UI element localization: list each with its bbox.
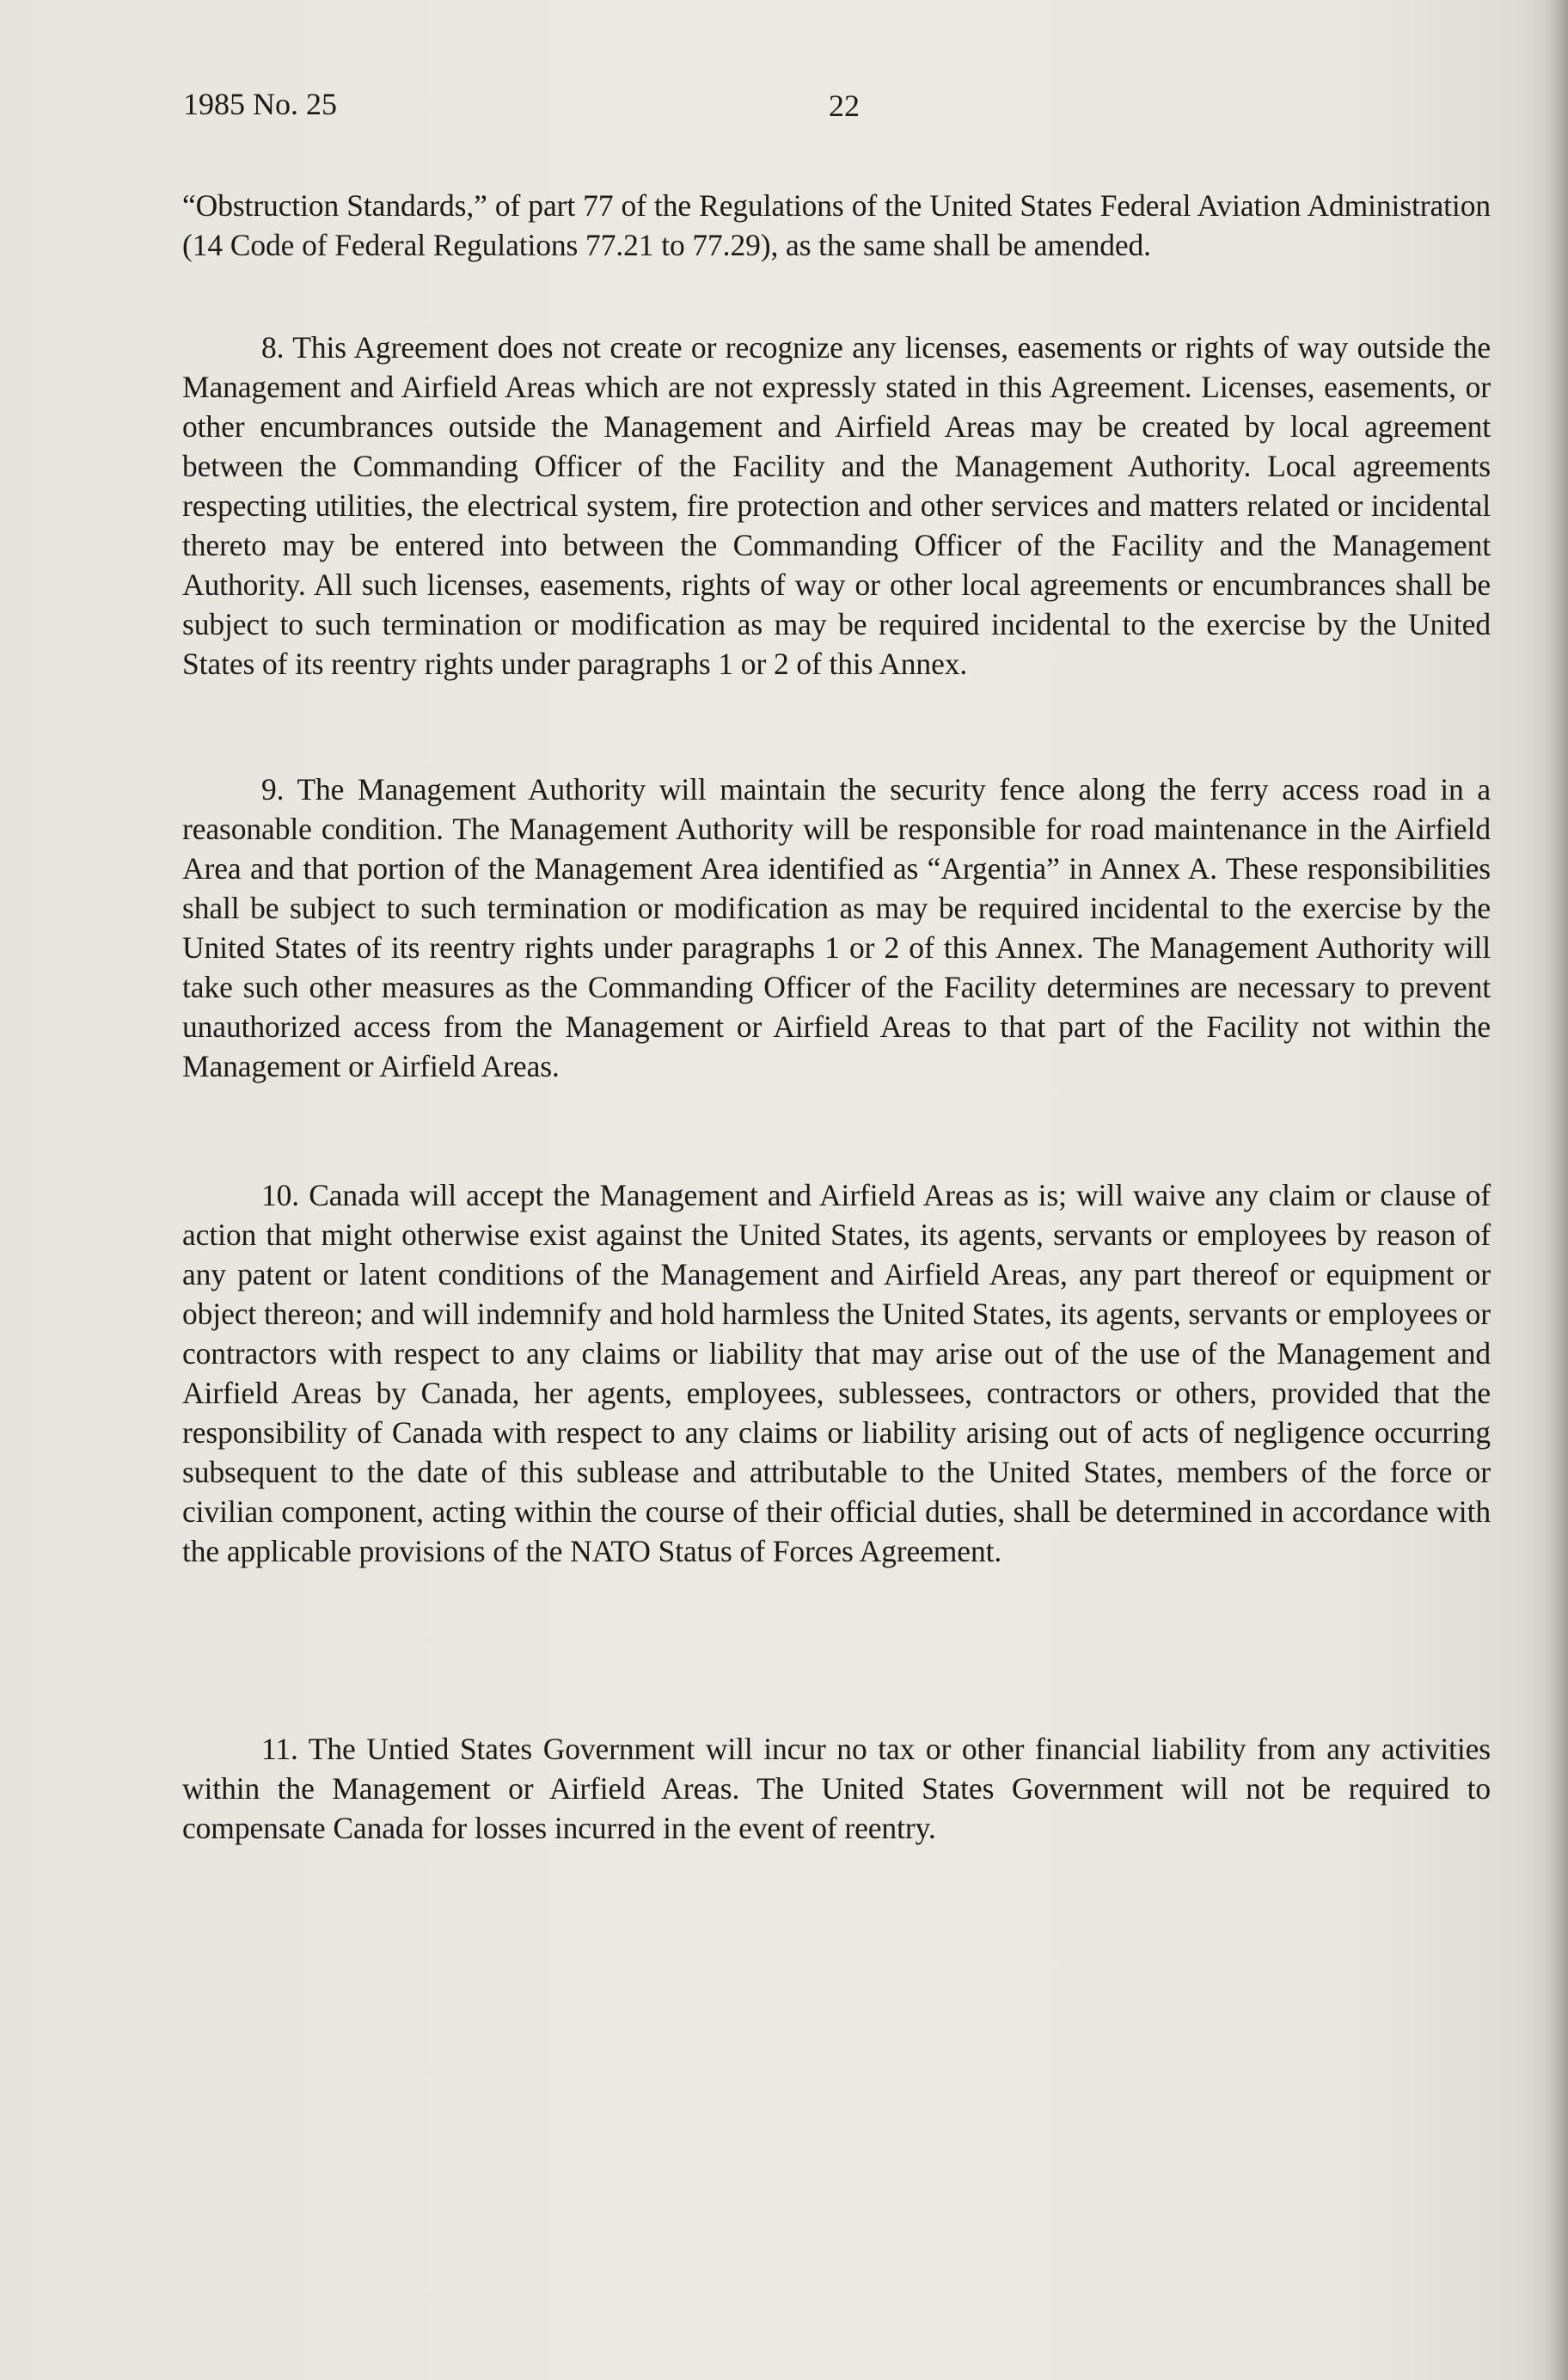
paragraph-9: 9. The Management Authority will maintain the security fence along the ferry access road in a reasonable condition. The Management Authority will be responsible for road maintenance in the Airfield Area and that portion of the Management Area identified as “Argentia” in Annex A. These responsibilities shall be subject to such termination or modification as may be required incidental to the exercise by the United States of its reentry rights under paragraphs 1 or 2 of this Annex. The Management Authority will take such other measures as the Commanding Officer of the Facility determines are necessary to prevent unauthorized access from the Management or Airfield Areas to that part of the Facility not within the Management or Airfield Areas. [182, 772, 1491, 1083]
paragraph-10: 10. Canada will accept the Management and Airfield Areas as is; will waive any claim or clause of action that might otherwise exist against the United States, its agents, servants or employees by reason of any patent or latent conditions of the Management and Airfield Areas, any part thereof or equipment or object thereon; and will indemnify and hold harmless the United States, its agents, servants or employees or contractors with respect to any claims or liability that may arise out of the use of the Management and Airfield Areas by Canada, her agents, employees, sublessees, contractors or others, provided that the responsibility of Canada with respect to any claims or liability arising out of acts of negligence occurring subsequent to the date of this sublease and attributable to the United States, members of the force or civilian component, acting within the course of their official duties, shall be determined in accordance with the applicable provisions of the NATO Status of Forces Agreement. [182, 1178, 1491, 1568]
paragraph-continuation: “Obstruction Standards,” of part 77 of the Regulations of the United States Federal Aviation Administration (14 Code of Federal Regulations 77.21 to 77.29), as the same shall be amended. [182, 188, 1491, 262]
page-header [183, 86, 1490, 138]
paragraph-11: 11. The Untied States Government will incur no tax or other financial liability from any activities within the Management or Airfield Areas. The United States Government will not be required to compensate Canada for losses incurred in the event of reentry. [182, 1732, 1491, 1845]
page-edge-shadow [1546, 0, 1568, 2380]
document-body [182, 186, 1491, 1848]
paragraph-8: 8. This Agreement does not create or recognize any licenses, easements or rights of way outside the Management and Airfield Areas which are not expressly stated in this Agreement. Licenses, easements, or other encumbrances outside the Management and Airfield Areas may be created by local agreement between the Commanding Officer of the Facility and the Management Authority. Local agreements respecting utilities, the electrical system, fire protection and other services and matters related or incidental thereto may be entered into between the Commanding Officer of the Facility and the Management Authority. All such licenses, easements, rights of way or other local agreements or encumbrances shall be subject to such termination or modification as may be required incidental to the exercise by the United States of its reentry rights under paragraphs 1 or 2 of this Annex. [182, 330, 1491, 681]
statute-year-number: 1985 No. 25 [183, 87, 337, 121]
page-number: 22 [829, 89, 860, 123]
